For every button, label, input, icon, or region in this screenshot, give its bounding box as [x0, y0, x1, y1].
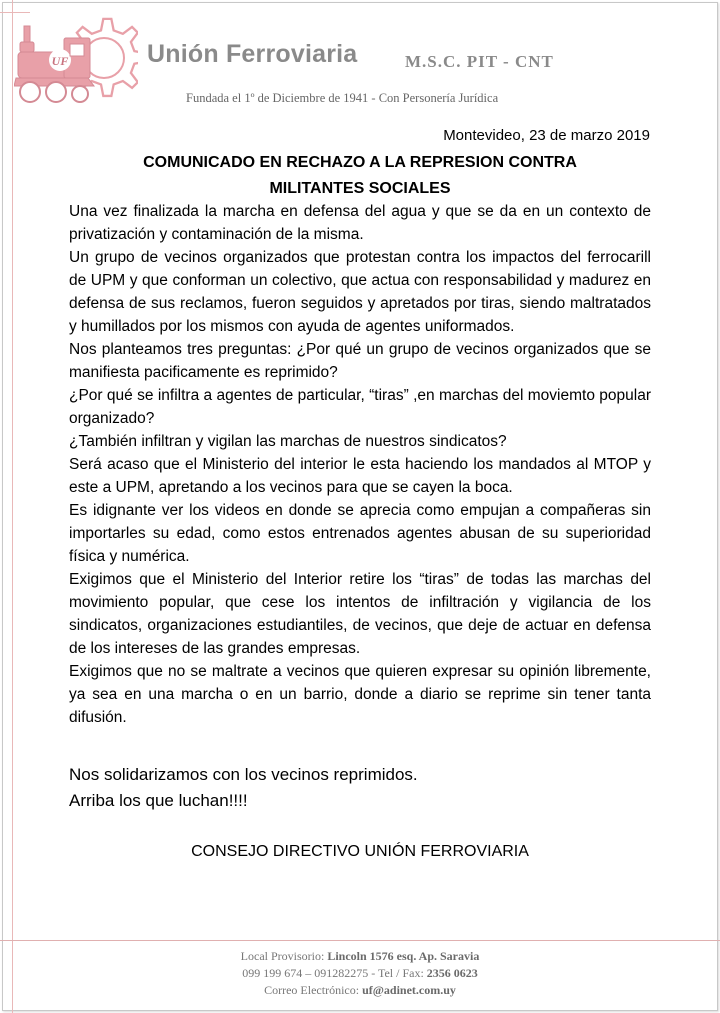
footer-email: [0, 982, 720, 999]
margin-guide-vertical: [12, 0, 13, 1013]
organization-affiliation: M.S.C. PIT - CNT: [405, 52, 554, 71]
closing-line: Nos solidarizamos con los vecinos reprimidos.: [69, 765, 418, 784]
email-value: uf@adinet.com.uy: [362, 983, 456, 997]
letter-title: [70, 150, 650, 202]
letter-date: Montevideo, 23 de marzo 2019: [443, 127, 650, 144]
closing-line: Arriba los que luchan!!!!: [69, 791, 248, 810]
footer-address: [0, 948, 720, 965]
body-paragraph: Exigimos que no se maltrate a vecinos que quieren expresar su opinión libremente, ya sea en una marcha o en un barrio, donde a diario se reprime sin tener tanta difusión.: [69, 663, 651, 726]
fax-value: 2356 0623: [426, 966, 478, 980]
body-paragraph: ¿También infiltran y vigilan las marchas de nuestros sindicatos?: [69, 433, 507, 450]
footer: [0, 948, 720, 999]
body-paragraph: Es idignante ver los videos en donde se aprecia como empujan a compañeras sin importarles su edad, como estos entrenados agentes abusan de su superioridad física y numérica.: [69, 502, 651, 565]
address-label: Local Provisorio:: [240, 949, 325, 963]
footer-divider: [0, 940, 720, 941]
body-paragraph: Exigimos que el Ministerio del Interior retire los “tiras” de todas las marchas del movimiento popular, que cese los intentos de infiltración y vigilancia de los sindicatos, organizaciones estudiantiles, de vecinos, que deje de actuar en defensa de los intereses de las grandes empresas.: [69, 571, 651, 657]
body-paragraph: ¿Por qué se infiltra a agentes de particular, “tiras” ,en marchas del moviemto popular organizado?: [69, 387, 651, 427]
body-paragraph: Un grupo de vecinos organizados que protestan contra los impactos del ferrocarill de UPM y que conforman un colectivo, que actua con responsabilidad y madurez en defensa de sus reclamos, fueron seguidos y apretados por tiras, siendo maltratados y humillados por los mismos con ayuda de agentes uniformados.: [69, 249, 651, 335]
phones-text: 099 199 674 – 091282275 - Tel / Fax:: [242, 966, 424, 980]
signature: CONSEJO DIRECTIVO UNIÓN FERROVIARIA: [191, 843, 529, 860]
closing-block: [69, 762, 651, 814]
footer-phones: [0, 965, 720, 982]
email-label: Correo Electrónico:: [264, 983, 360, 997]
title-line: COMUNICADO EN RECHAZO A LA REPRESION CONTRA: [143, 154, 577, 171]
address-value: Lincoln 1576 esq. Ap. Saravia: [327, 949, 480, 963]
train-gear-emblem-icon: [14, 8, 138, 120]
letter-body: [69, 200, 651, 729]
organization-name: Unión Ferroviaria: [147, 40, 358, 68]
title-line: MILITANTES SOCIALES: [269, 180, 451, 197]
svg-text:UF: UF: [51, 54, 69, 68]
founded-note: Fundada el 1º de Diciembre de 1941 - Con Personería Jurídica: [186, 91, 499, 105]
body-paragraph: Una vez finalizada la marcha en defensa del agua y que se da en un contexto de privatización y contaminación de la misma.: [69, 203, 651, 243]
body-paragraph: Será acaso que el Ministerio del interior le esta haciendo los mandados al MTOP y este a UPM, apretando a los vecinos para que se cayen la boca.: [69, 456, 651, 496]
body-paragraph: Nos planteamos tres preguntas: ¿Por qué un grupo de vecinos organizados que se manifiesta pacificamente es reprimido?: [69, 341, 651, 381]
